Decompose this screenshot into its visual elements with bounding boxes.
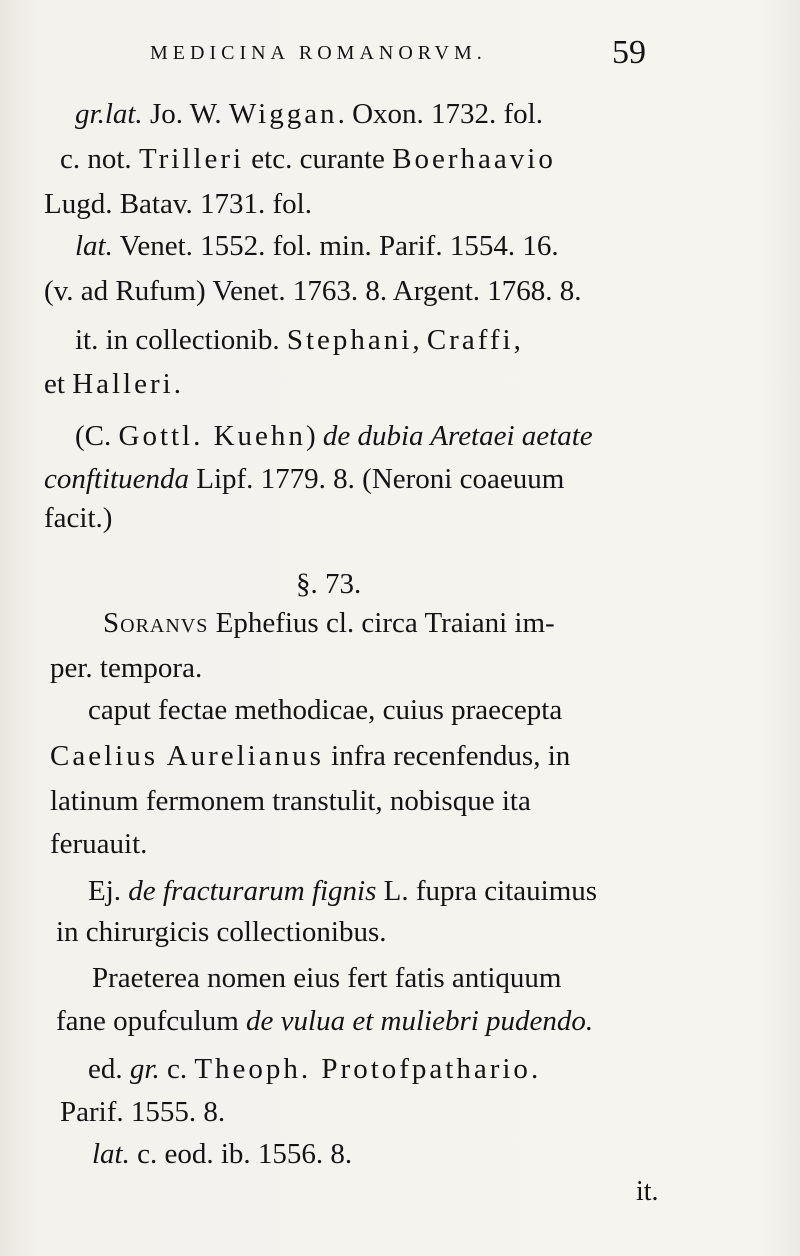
text-run: Jo. W.: [142, 98, 229, 130]
text-line: [44, 273, 582, 309]
text-line: [75, 322, 521, 358]
text-run: Ej.: [88, 875, 129, 907]
text-run: fane opufculum: [56, 1005, 247, 1037]
text-run: infra recenfendus, in: [323, 740, 571, 772]
text-line: [56, 1003, 593, 1039]
text-line: [75, 228, 559, 264]
text-run: Ephefius cl. circa Traiani im-: [208, 607, 555, 639]
text-line: [88, 873, 597, 909]
text-run: de dubia Aretaei aetate: [322, 420, 593, 452]
text-line: [44, 186, 312, 222]
text-run: conftituenda: [44, 463, 189, 495]
text-line: [92, 960, 561, 996]
text-run: ,: [412, 324, 427, 356]
text-run: (C.: [75, 420, 119, 452]
text-run: c. eod. ib. 1556. 8.: [129, 1138, 353, 1170]
text-run: .: [173, 368, 181, 400]
page-number: 59: [612, 34, 646, 71]
text-run: Halleri: [72, 368, 174, 400]
text-run: (v. ad Rufum) Venet. 1763. 8. Argent. 1768. 8.: [44, 275, 582, 307]
text-run: facit.): [44, 502, 113, 534]
text-line: [60, 1094, 225, 1130]
section-heading: §. 73.: [296, 568, 362, 600]
text-run: latinum fermonem transtulit, nobisque ita: [50, 785, 531, 817]
text-line: [88, 692, 562, 728]
text-line: [44, 500, 112, 536]
text-line: [88, 1051, 538, 1087]
running-head: MEDICINA ROMANORVM.: [150, 42, 487, 64]
text-run: it. in collectionib.: [75, 324, 287, 356]
text-line: [60, 141, 556, 177]
text-run: Venet. 1552. fol. min. Parif. 1554. 16.: [112, 230, 559, 262]
text-run: Praeterea nomen eius fert fatis antiquum: [92, 962, 562, 994]
text-run: ): [305, 420, 323, 452]
text-run: caput fectae methodicae, cuius praecepta: [88, 694, 563, 726]
text-run: lat.: [92, 1138, 130, 1170]
catchword: it.: [636, 1176, 659, 1207]
text-line: [56, 914, 386, 950]
text-run: feruauit.: [50, 828, 148, 860]
text-run: lat.: [75, 230, 113, 262]
text-run: de fracturarum fignis: [128, 875, 377, 907]
text-run: Craffi: [426, 324, 514, 356]
text-run: Boerhaavio: [392, 143, 556, 175]
text-run: c. not.: [60, 143, 139, 175]
text-line: [50, 826, 147, 862]
text-run: .: [530, 1053, 539, 1085]
text-run: Parif. 1555. 8.: [60, 1096, 226, 1128]
text-line: [50, 783, 531, 819]
text-run: gr.lat.: [75, 98, 143, 130]
text-run: Wiggan: [228, 98, 338, 130]
text-run: Lugd. Batav. 1731. fol.: [44, 188, 312, 220]
text-line: [92, 1136, 352, 1172]
text-run: Stephani: [286, 324, 413, 356]
text-run: gr.: [129, 1053, 160, 1085]
text-run: etc. curante: [244, 143, 393, 175]
text-run: c.: [159, 1053, 195, 1085]
text-run: Caelius Aurelianus: [50, 740, 324, 772]
text-run: ,: [513, 324, 521, 356]
text-run: Lipf. 1779. 8. (Neroni coaeuum: [188, 463, 565, 495]
text-run: et: [44, 368, 73, 400]
text-run: Soranvs: [103, 607, 209, 639]
text-run: Theoph. Protofpathario: [194, 1053, 531, 1085]
text-run: in chirurgicis collectionibus.: [56, 916, 387, 948]
text-line: [50, 738, 570, 774]
text-line: [50, 650, 202, 686]
text-run: ed.: [88, 1053, 130, 1085]
text-line: [75, 418, 593, 454]
text-run: . Oxon. 1732. fol.: [337, 98, 543, 130]
text-line: [44, 366, 181, 402]
text-run: per. tempora.: [50, 652, 203, 684]
text-run: L. fupra citauimus: [376, 875, 598, 907]
text-line: [75, 96, 543, 132]
text-run: Gottl. Kuehn: [118, 420, 306, 452]
page-header: [0, 34, 800, 88]
text-line: [103, 605, 555, 641]
text-run: Trilleri: [138, 143, 245, 175]
text-line: [44, 461, 564, 497]
text-run: de vulua et muliebri pudendo.: [246, 1005, 594, 1037]
